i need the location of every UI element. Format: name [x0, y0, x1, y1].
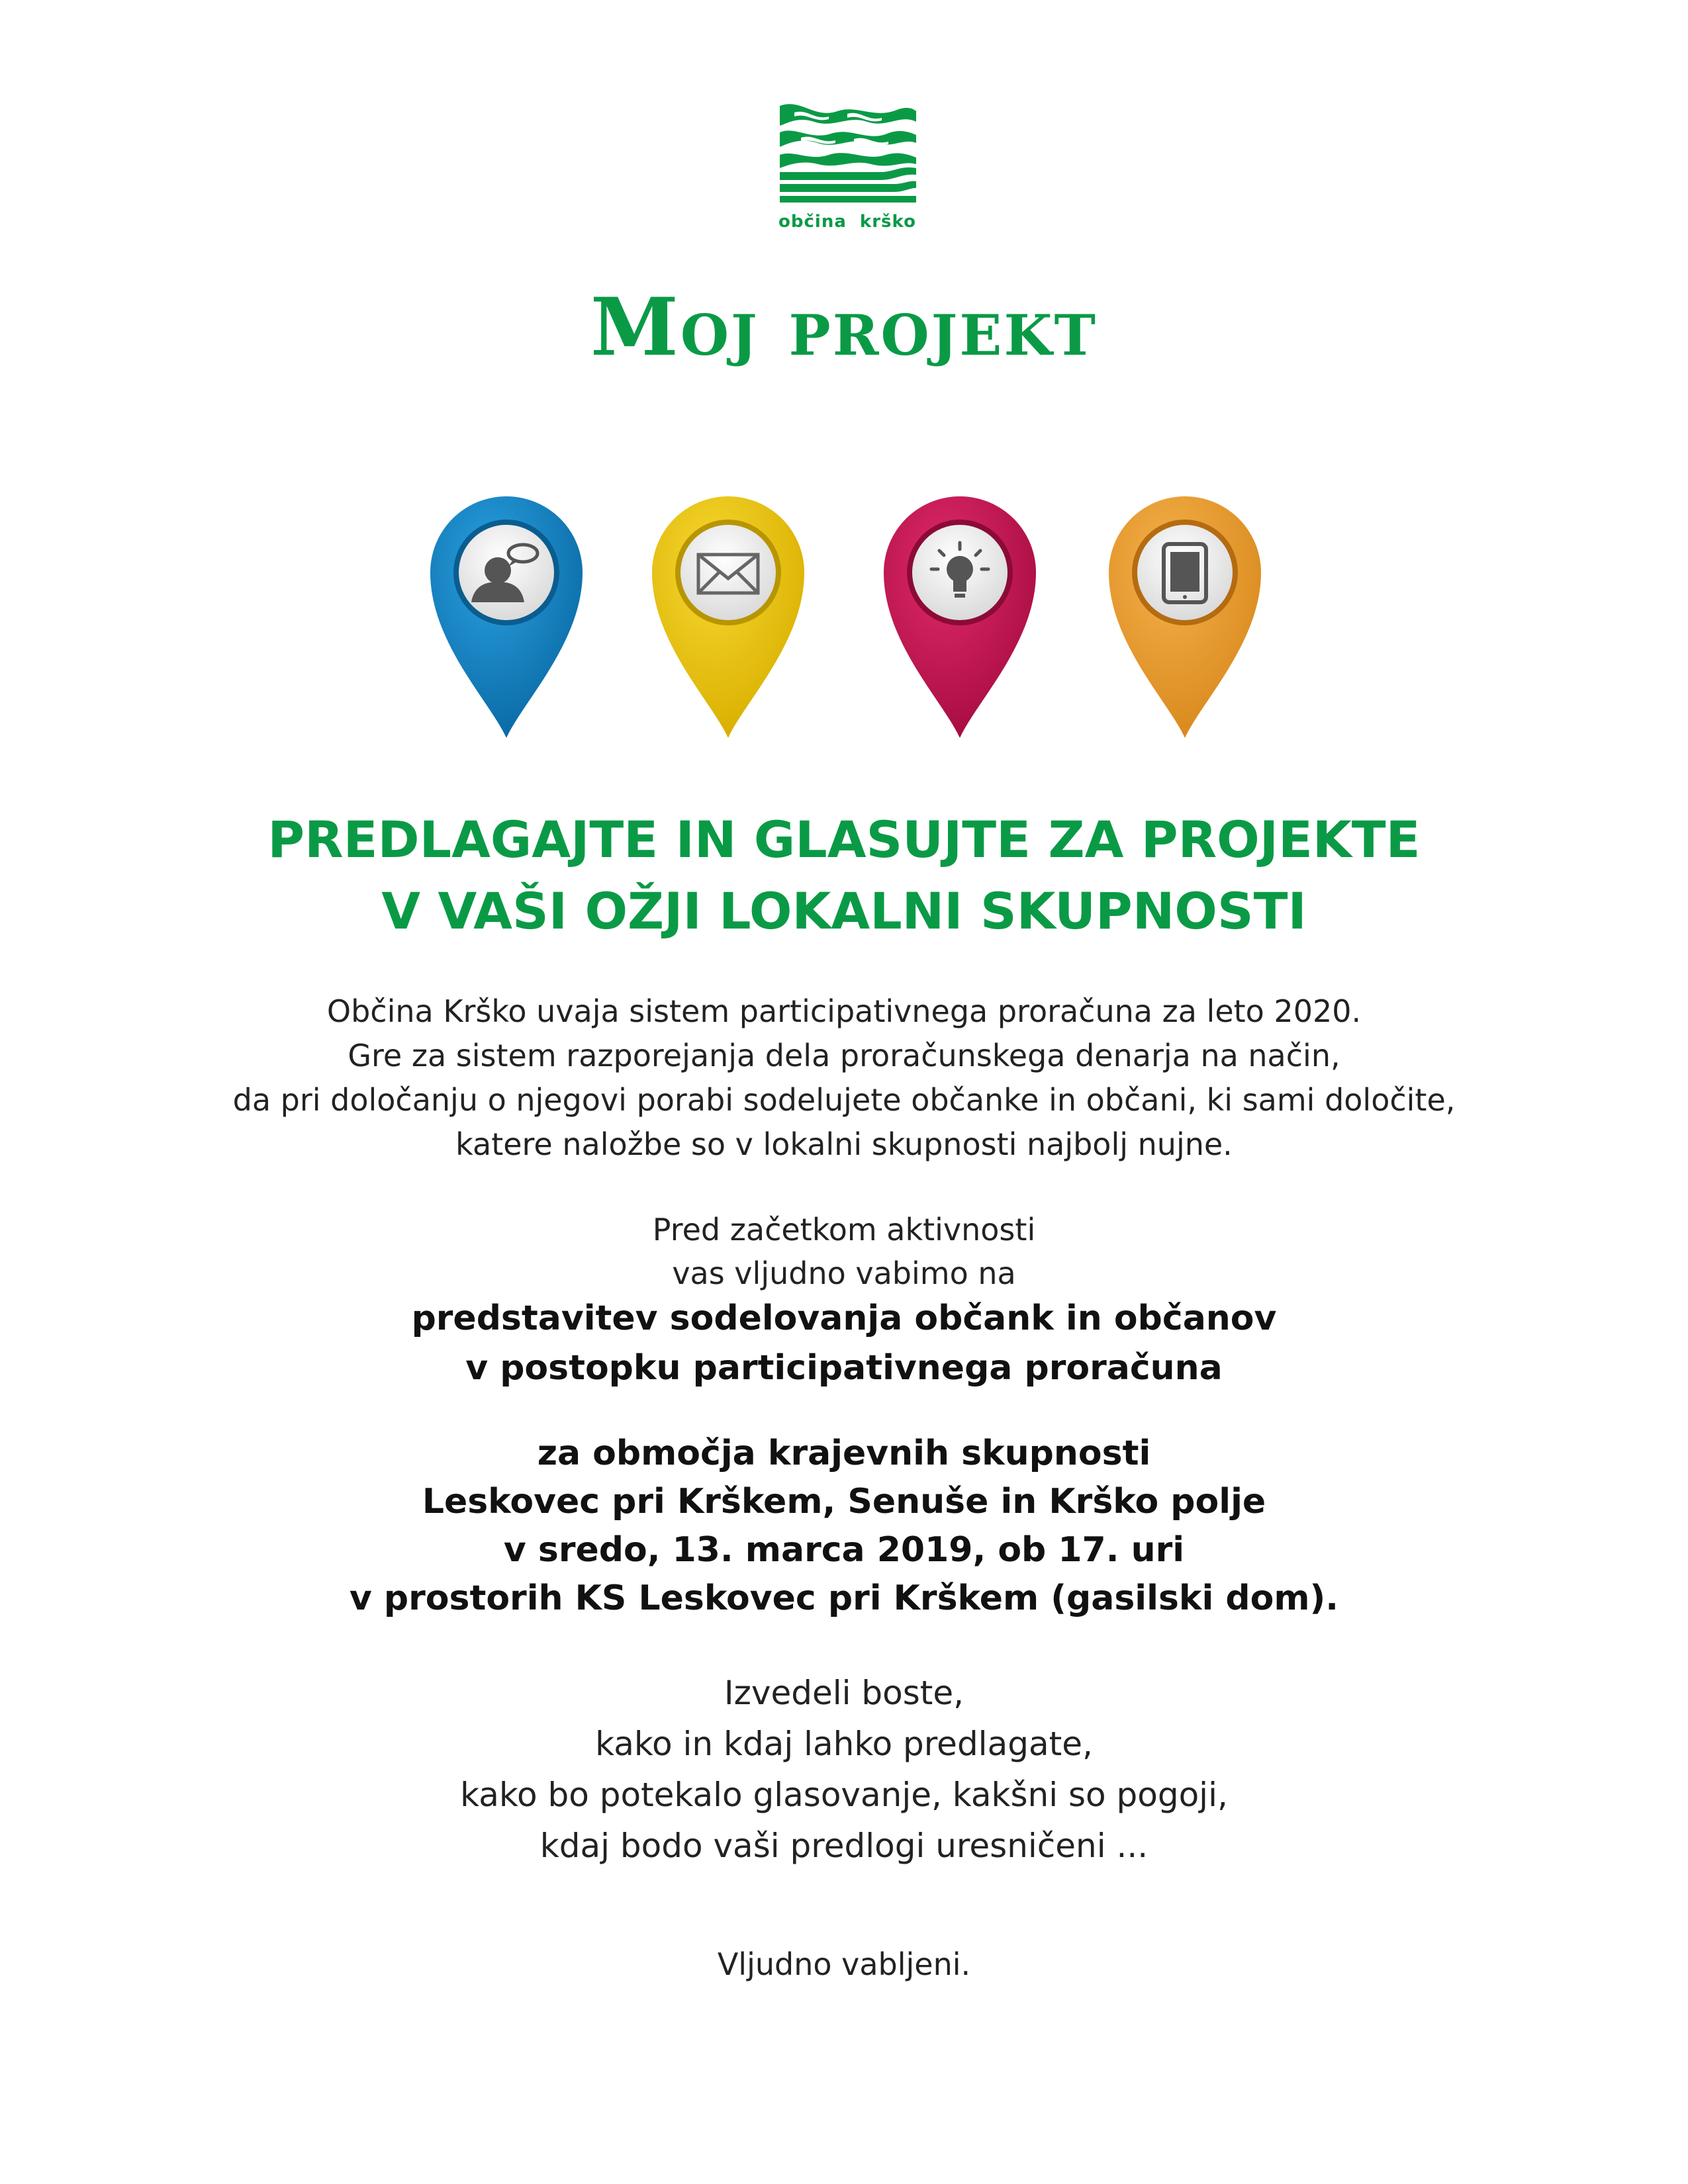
learn-paragraph: [0, 1668, 1688, 1872]
invitation-intro: [0, 1208, 1688, 1295]
intro-line: katere naložbe so v lokalni skupnosti najbolj nujne.: [455, 1126, 1233, 1162]
intro-line: Občina Krško uvaja sistem participativnega proračuna za leto 2020.: [326, 993, 1362, 1029]
intro-line: Gre za sistem razporejanja dela proračunskega denarja na način,: [348, 1038, 1340, 1073]
invitation-intro-line: Pred začetkom aktivnosti: [652, 1212, 1036, 1248]
page-title: Moj projekt: [590, 281, 1098, 374]
event-details: [0, 1430, 1688, 1623]
intro-paragraph: [0, 989, 1688, 1167]
wave-emblem-icon: [774, 99, 920, 205]
location-pin-yellow: [645, 490, 811, 741]
event-datetime: v sredo, 13. marca 2019, ob 17. uri: [503, 1530, 1185, 1570]
event-name-line: predstavitev sodelovanja občank in občanov: [411, 1298, 1277, 1338]
learn-line: kako in kdaj lahko predlagate,: [595, 1725, 1093, 1763]
headline-line-2: V VAŠI OŽJI LOKALNI SKUPNOSTI: [381, 882, 1307, 940]
headline-line-1: PREDLAGAJTE IN GLASUJTE ZA PROJEKTE: [267, 810, 1421, 869]
closing-text: Vljudno vabljeni.: [717, 1946, 971, 1982]
event-area: za območja krajevnih skupnosti: [537, 1433, 1151, 1473]
event-name: [0, 1294, 1688, 1393]
location-pin-orange: [1102, 490, 1268, 741]
location-pin-red: [877, 490, 1043, 741]
location-pin-blue: [424, 490, 589, 741]
learn-line: kdaj bodo vaši predlogi uresničeni ...: [539, 1827, 1149, 1865]
invitation-intro-line: vas vljudno vabimo na: [672, 1255, 1016, 1291]
learn-line: kako bo potekalo glasovanje, kakšni so pogoji,: [460, 1776, 1228, 1814]
learn-line: Izvedeli boste,: [724, 1674, 964, 1712]
intro-line: da pri določanju o njegovi porabi sodelujete občanke in občani, ki sami določite,: [232, 1082, 1456, 1118]
event-location: v prostorih KS Leskovec pri Krškem (gasilski dom).: [349, 1578, 1339, 1618]
event-communities: Leskovec pri Krškem, Senuše in Krško polje: [422, 1482, 1266, 1522]
logo-text: občina krško: [778, 212, 916, 232]
headline: [0, 804, 1688, 947]
event-name-line: v postopku participativnega proračuna: [465, 1348, 1223, 1388]
municipality-logo: [774, 99, 920, 238]
